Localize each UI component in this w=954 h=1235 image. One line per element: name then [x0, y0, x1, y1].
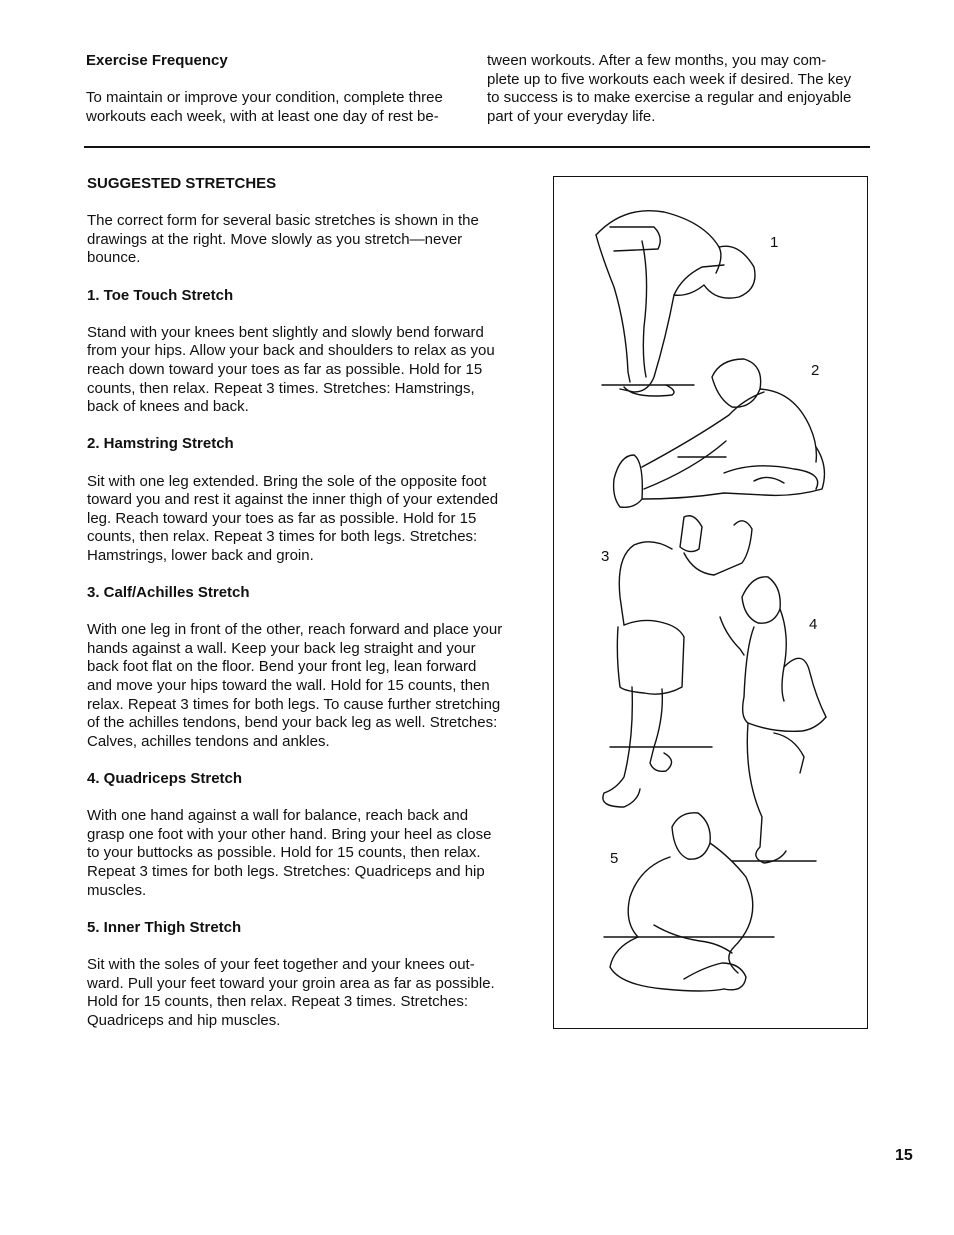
stretch-line: Sit with the soles of your feet together and your knees out- — [87, 955, 475, 973]
figure-label-2: 2 — [811, 362, 820, 379]
stretch-illustrations — [553, 176, 868, 1029]
calf-achilles-figure — [603, 516, 752, 807]
stretch-line: back foot flat on the floor. Bend your front leg, lean forward — [87, 658, 477, 676]
stretch-line: Repeat 3 times for both legs. Stretches: Quadriceps and hip — [87, 862, 485, 880]
stretch-title: 2. Hamstring Stretch — [87, 435, 234, 453]
intro-line: drawings at the right. Move slowly as you stretch—never — [87, 230, 463, 248]
figure-label-4: 4 — [809, 616, 818, 633]
stretch-title: 4. Quadriceps Stretch — [87, 770, 243, 787]
frequency-right-line: to success is to make exercise a regular and enjoyable — [487, 89, 852, 107]
stretch-line: Calves, achilles tendons and ankles. — [87, 732, 330, 750]
toe-touch-figure — [596, 211, 755, 396]
figure-label-1: 1 — [770, 234, 779, 251]
stretch-line: Hamstrings, lower back and groin. — [87, 546, 314, 564]
inner-thigh-figure — [604, 813, 774, 991]
intro-line: bounce. — [87, 249, 141, 267]
stretch-line: With one hand against a wall for balance, reach back and — [87, 807, 469, 825]
stretch-line: muscles. — [87, 881, 147, 899]
stretch-line: toward you and rest it against the inner thigh of your extended — [87, 491, 499, 509]
stretch-line: Quadriceps and hip muscles. — [87, 1011, 281, 1029]
figure-label-5: 5 — [610, 850, 619, 867]
frequency-right-column — [487, 52, 877, 126]
stretch-line: leg. Reach toward your toes as far as possible. Hold for 15 — [87, 509, 477, 527]
stretch-line: to your buttocks as possible. Hold for 15 counts, then relax. — [87, 844, 481, 862]
stretch-line: Stand with your knees bent slightly and slowly bend forward — [87, 323, 484, 341]
stretch-line: counts, then relax. Repeat 3 times for both legs. Stretches: — [87, 528, 478, 546]
stretch-line: relax. Repeat 3 times for both legs. To cause further stretching — [87, 695, 501, 713]
stretch-line: counts, then relax. Repeat 3 times. Stretches: Hamstrings, — [87, 379, 475, 397]
frequency-left-line: workouts each week, with at least one day of rest be- — [86, 107, 439, 125]
frequency-right-line: plete up to five workouts each week if desired. The key — [487, 70, 852, 88]
stretch-line: Sit with one leg extended. Bring the sole of the opposite foot — [87, 472, 487, 490]
frequency-left-line: To maintain or improve your condition, complete three — [86, 89, 443, 107]
frequency-right-line: part of your everyday life. — [487, 107, 656, 125]
stretch-line: of the achilles tendons, bend your back leg as well. Stretches: — [87, 714, 498, 732]
stretch-line: Hold for 15 counts, then relax. Repeat 3 times. Stretches: — [87, 993, 469, 1011]
stretch-title: 5. Inner Thigh Stretch — [87, 918, 242, 936]
stretch-title: 3. Calf/Achilles Stretch — [87, 584, 250, 602]
stretch-line: With one leg in front of the other, reach forward and place your — [87, 621, 503, 639]
stretches-heading: SUGGESTED STRETCHES — [87, 175, 277, 192]
stretch-title: 1. Toe Touch Stretch — [87, 286, 234, 304]
frequency-right-line: tween workouts. After a few months, you may com- — [487, 52, 827, 69]
intro-line: The correct form for several basic stretches is shown in the — [87, 212, 479, 230]
frequency-heading: Exercise Frequency — [86, 52, 228, 69]
stretch-line: reach down toward your toes as far as possible. Hold for 15 — [87, 360, 483, 378]
stretches-column — [87, 175, 527, 1030]
frequency-left-column — [86, 52, 466, 126]
stretch-line: and move your hips toward the wall. Hold for 15 counts, then — [87, 677, 490, 695]
figure-label-3: 3 — [601, 548, 610, 565]
section-divider — [84, 146, 870, 148]
page-number: 15 — [895, 1147, 913, 1164]
stretch-line: ward. Pull your feet toward your groin area as far as possible. — [87, 974, 495, 992]
stretch-line: grasp one foot with your other hand. Bring your heel as close — [87, 825, 492, 843]
stretch-line: from your hips. Allow your back and shoulders to relax as you — [87, 342, 495, 360]
stretch-line: back of knees and back. — [87, 398, 249, 416]
hamstring-figure — [614, 359, 825, 507]
stretch-line: hands against a wall. Keep your back leg straight and your — [87, 639, 476, 657]
stretch-drawings — [554, 177, 869, 1030]
